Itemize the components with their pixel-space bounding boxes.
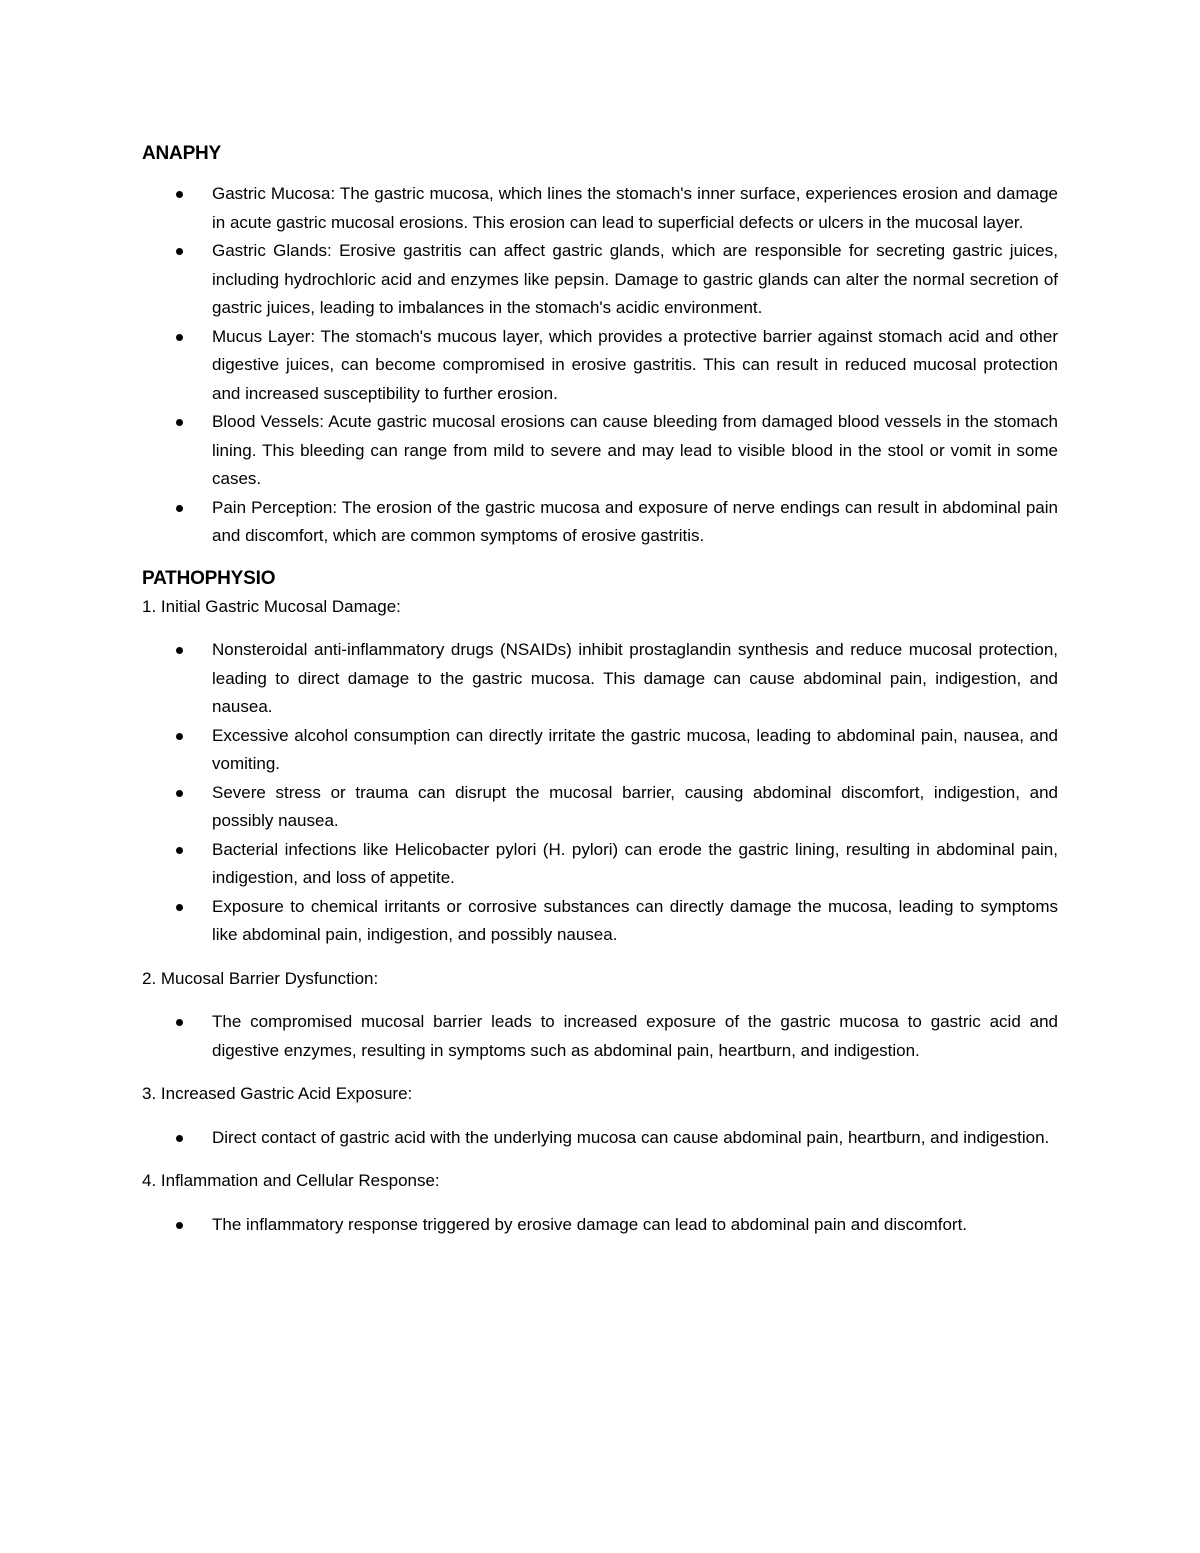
list-item-text: Pain Perception: The erosion of the gastric mucosa and exposure of nerve endings can result in abdominal pain and discomfort, which are common symptoms of erosive gastritis. (212, 497, 1058, 545)
list-item-text: Gastric Glands: Erosive gastritis can affect gastric glands, which are responsible for secreting gastric juices, including hydrochloric acid and enzymes like pepsin. Damage to gastric glands can alter the normal secretion of gastric juices, leading to imbalances in the stomach's acidic environment. (212, 241, 1058, 317)
list-item-text: Mucus Layer: The stomach's mucous layer, which provides a protective barrier against stomach acid and other digestive juices, can become compromised in erosive gastritis. This can result in reduced mucosal protection and increased susceptibility to further erosion. (212, 326, 1058, 403)
list-item-text: Direct contact of gastric acid with the underlying mucosa can cause abdominal pain, heartburn, and indigestion. (212, 1127, 1050, 1147)
list-item-text: Nonsteroidal anti-inflammatory drugs (NSAIDs) inhibit prostaglandin synthesis and reduce mucosal protection, leading to direct damage to the gastric mucosa. This damage can cause abdominal pain, indigestion, and nausea. (212, 640, 1058, 716)
patho-list-3 (142, 1124, 1058, 1153)
list-item (142, 1008, 1058, 1065)
subsection-heading-3: 3. Increased Gastric Acid Exposure: (142, 1084, 413, 1103)
bullet-icon (176, 248, 183, 255)
list-item (142, 636, 1058, 722)
list-item (142, 1211, 1058, 1240)
bullet-icon (176, 191, 183, 198)
subsection-heading-4: 4. Inflammation and Cellular Response: (142, 1171, 440, 1190)
list-item-text: The inflammatory response triggered by erosive damage can lead to abdominal pain and discomfort. (212, 1214, 968, 1234)
bullet-icon (176, 1222, 183, 1229)
patho-list-1 (142, 636, 1058, 950)
list-item-text: Severe stress or trauma can disrupt the mucosal barrier, causing abdominal discomfort, indigestion, and possibly nausea. (212, 782, 1058, 830)
bullet-icon (176, 1135, 183, 1142)
list-item (142, 180, 1058, 237)
bullet-icon (176, 505, 183, 512)
anaphy-list (142, 180, 1058, 551)
list-item (142, 836, 1058, 893)
bullet-icon (176, 1019, 183, 1026)
bullet-icon (176, 733, 183, 740)
section-title-pathophysio: PATHOPHYSIO (142, 567, 276, 589)
list-item (142, 779, 1058, 836)
bullet-icon (176, 334, 183, 341)
subsection-heading-1: 1. Initial Gastric Mucosal Damage: (142, 596, 401, 616)
document-content (142, 140, 1058, 1239)
list-item-text: Excessive alcohol consumption can directly irritate the gastric mucosa, leading to abdominal pain, nausea, and vomiting. (212, 725, 1058, 773)
list-item (142, 893, 1058, 950)
list-item-text: Bacterial infections like Helicobacter pylori (H. pylori) can erode the gastric lining, resulting in abdominal pain, indigestion, and loss of appetite. (212, 839, 1058, 887)
list-item-text: Blood Vessels: Acute gastric mucosal erosions can cause bleeding from damaged blood vessels in the stomach lining. This bleeding can range from mild to severe and may lead to visible blood in the stool or vomit in some cases. (212, 412, 1058, 488)
patho-list-4 (142, 1211, 1058, 1240)
bullet-icon (176, 790, 183, 797)
list-item (142, 237, 1058, 323)
list-item-text: The compromised mucosal barrier leads to increased exposure of the gastric mucosa to gastric acid and digestive enzymes, resulting in symptoms such as abdominal pain, heartburn, and indigestion. (212, 1012, 1058, 1060)
bullet-icon (176, 647, 183, 654)
list-item (142, 722, 1058, 779)
subsection-heading-2: 2. Mucosal Barrier Dysfunction: (142, 968, 379, 988)
list-item (142, 323, 1058, 409)
bullet-icon (176, 904, 183, 911)
bullet-icon (176, 847, 183, 854)
list-item-text: Gastric Mucosa: The gastric mucosa, which lines the stomach's inner surface, experiences erosion and damage in acute gastric mucosal erosions. This erosion can lead to superficial defects or ulcers in the mucosal layer. (212, 184, 1058, 232)
list-item (142, 408, 1058, 494)
list-item (142, 1124, 1058, 1153)
bullet-icon (176, 419, 183, 426)
section-title-anaphy: ANAPHY (142, 143, 222, 164)
patho-list-2 (142, 1008, 1058, 1065)
list-item (142, 494, 1058, 551)
list-item-text: Exposure to chemical irritants or corrosive substances can directly damage the mucosa, leading to symptoms like abdominal pain, indigestion, and possibly nausea. (212, 896, 1058, 944)
